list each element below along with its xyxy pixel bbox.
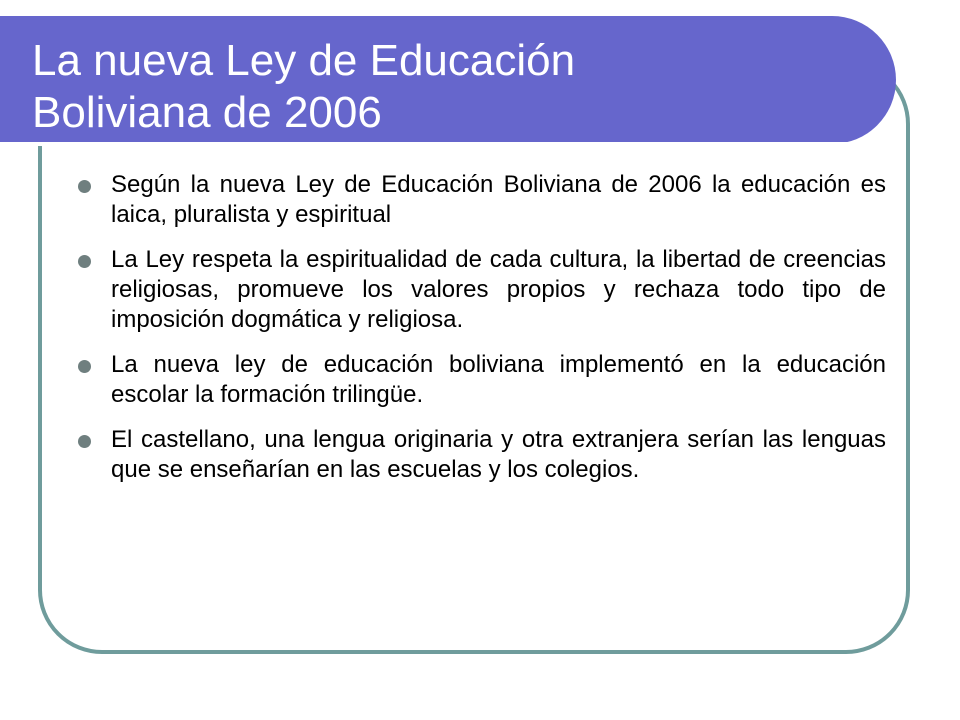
bullet-item <box>78 350 886 410</box>
bullet-dot-icon <box>78 180 91 193</box>
title-underline <box>0 142 848 146</box>
title-line-1: La nueva Ley de Educación <box>32 36 576 85</box>
slide-title <box>32 35 872 139</box>
bullet-list <box>78 170 886 500</box>
bullet-dot-icon <box>78 360 91 373</box>
title-line-2: Boliviana de 2006 <box>32 88 382 137</box>
bullet-item <box>78 425 886 485</box>
bullet-item <box>78 170 886 230</box>
bullet-text: La Ley respeta la espiritualidad de cada cultura, la libertad de creencias religiosas, promueve los valores propios y rechaza todo tipo de imposición dogmática y religiosa. <box>111 246 886 333</box>
bullet-dot-icon <box>78 435 91 448</box>
bullet-text: El castellano, una lengua originaria y otra extranjera serían las lenguas que se enseñarían en las escuelas y los colegios. <box>111 426 886 483</box>
bullet-item <box>78 245 886 335</box>
bullet-text: La nueva ley de educación boliviana implementó en la educación escolar la formación trilingüe. <box>111 351 886 408</box>
bullet-text: Según la nueva Ley de Educación Boliviana de 2006 la educación es laica, pluralista y espiritual <box>111 171 886 228</box>
title-bar <box>0 16 896 144</box>
bullet-dot-icon <box>78 255 91 268</box>
